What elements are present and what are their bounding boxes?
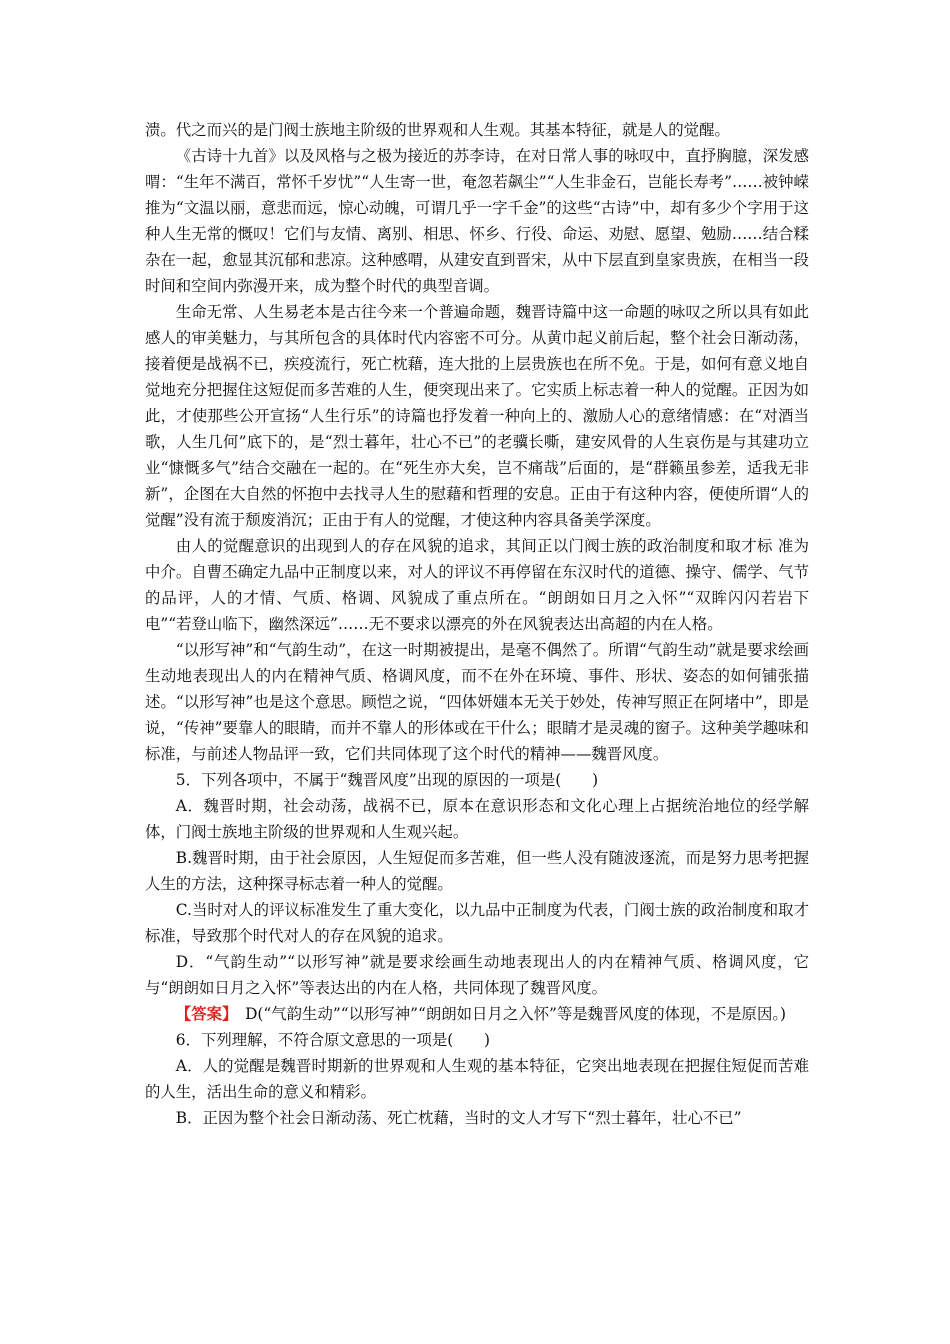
question-6-option-a: A．人的觉醒是魏晋时期新的世界观和人生观的基本特征，它突出地表现在把握住短促而苦难的人生，活出生命的意义和精彩。	[145, 1057, 809, 1101]
question-6-stem: 6．下列理解，不符合原文意思的一项是( )	[175, 1031, 491, 1049]
question-6-option-b: B．正因为整个社会日渐动荡、死亡枕藉，当时的文人才写下“烈士暮年，壮心不已”	[175, 1109, 742, 1127]
answer-label: 【答案】	[175, 1005, 230, 1023]
document-page	[145, 117, 809, 1131]
paragraph-continuation: 溃。代之而兴的是门阀士族地主阶级的世界观和人生观。其基本特征，就是人的觉醒。	[145, 121, 730, 139]
question-5-option-d: D．“气韵生动”“以形写神”就是要求绘画生动地表现出人的内在精神气质、格调风度，它与“朗朗如日月之入怀”等表达出的内在人格，共同体现了魏晋风度。	[145, 953, 809, 997]
question-5-option-b: B.魏晋时期，由于社会原因，人生短促而多苦难，但一些人没有随波逐流，而是努力思考把握人生的方法，这种探寻标志着一种人的觉醒。	[145, 849, 809, 893]
paragraph-jiupin: 由人的觉醒意识的出现到人的存在风貌的追求，其间正以门阀士族的政治制度和取才标 准为中介。自曹丕确定九品中正制度以来，对人的评议不再停留在东汉时代的道德、操守、儒学、气节的品评，人的才情、气质、格调、风貌成了重点所在。“朗朗如日月之入怀”“双眸闪闪若岩下电”“若登山临下，幽然深远”……无不要求以漂亮的外在风貌表达出高超的内在人格。	[145, 537, 809, 633]
question-5-answer	[145, 1001, 809, 1027]
question-5-option-a: A．魏晋时期，社会动荡，战祸不已，原本在意识形态和文化心理上占据统治地位的经学解体，门阀士族地主阶级的世界观和人生观兴起。	[145, 797, 809, 841]
paragraph-qiyun: “以形写神”和“气韵生动”，在这一时期被提出，是毫不偶然了。所谓“气韵生动”就是要求绘画生动地表现出人的内在精神气质、格调风度，而不在外在环境、事件、形状、姿态的如何铺张描述。“以形写神”也是这个意思。顾恺之说，“四体妍媸本无关于妙处，传神写照正在阿堵中”，即是说，“传神”要靠人的眼睛，而并不靠人的形体或在干什么；眼睛才是灵魂的窗子。这种美学趣味和标准，与前述人物品评一致，它们共同体现了这个时代的精神——魏晋风度。	[145, 641, 809, 763]
paragraph-life-theme: 生命无常、人生易老本是古往今来一个普遍命题，魏晋诗篇中这一命题的咏叹之所以具有如此感人的审美魅力，与其所包含的具体时代内容密不可分。从黄巾起义前后起，整个社会日渐动荡，接着便是战祸不已，疾疫流行，死亡枕藉，连大批的上层贵族也在所不免。于是，如何有意义地自觉地充分把握住这短促而多苦难的人生，便突现出来了。它实质上标志着一种人的觉醒。正因为如此，才使那些公开宣扬“人生行乐”的诗篇也抒发着一种向上的、激励人心的意绪情感：在“对酒当歌，人生几何”底下的，是“烈士暮年，壮心不已”的老骥长嘶，建安风骨的人生哀伤是与其建功立业“慷慨多气”结合交融在一起的。在“死生亦大矣，岂不痛哉”后面的，是“群籁虽参差，适我无非新”，企图在大自然的怀抱中去找寻人生的慰藉和哲理的安息。正由于有这种内容，便使所谓“人的觉醒”没有流于颓废消沉；正由于有人的觉醒，才使这种内容具备美学深度。	[145, 303, 809, 529]
answer-text: D(“气韵生动”“以形写神”“朗朗如日月之入怀”等是魏晋风度的体现，不是原因。)	[229, 1005, 787, 1023]
paragraph-gushi: 《古诗十九首》以及风格与之极为接近的苏李诗，在对日常人事的咏叹中，直抒胸臆，深发感喟：“生年不满百，常怀千岁忧”“人生寄一世，奄忽若飙尘”“人生非金石，岂能长寿考”……被钟嵘推为“文温以丽，意悲而远，惊心动魄，可谓几乎一字千金”的这些“古诗”中，却有多少个字用于这种人生无常的慨叹！它们与友情、离别、相思、怀乡、行役、命运、劝慰、愿望、勉励……结合糅杂在一起，愈显其沉郁和悲凉。这种感喟，从建安直到晋宋，从中下层直到皇家贵族，在相当一段时间和空间内弥漫开来，成为整个时代的典型音调。	[145, 147, 809, 295]
question-5-stem: 5．下列各项中，不属于“魏晋风度”出现的原因的一项是( )	[175, 771, 599, 789]
question-5-option-c: C.当时对人的评议标准发生了重大变化，以九品中正制度为代表，门阀士族的政治制度和取才标准，导致那个时代对人的存在风貌的追求。	[145, 901, 809, 945]
